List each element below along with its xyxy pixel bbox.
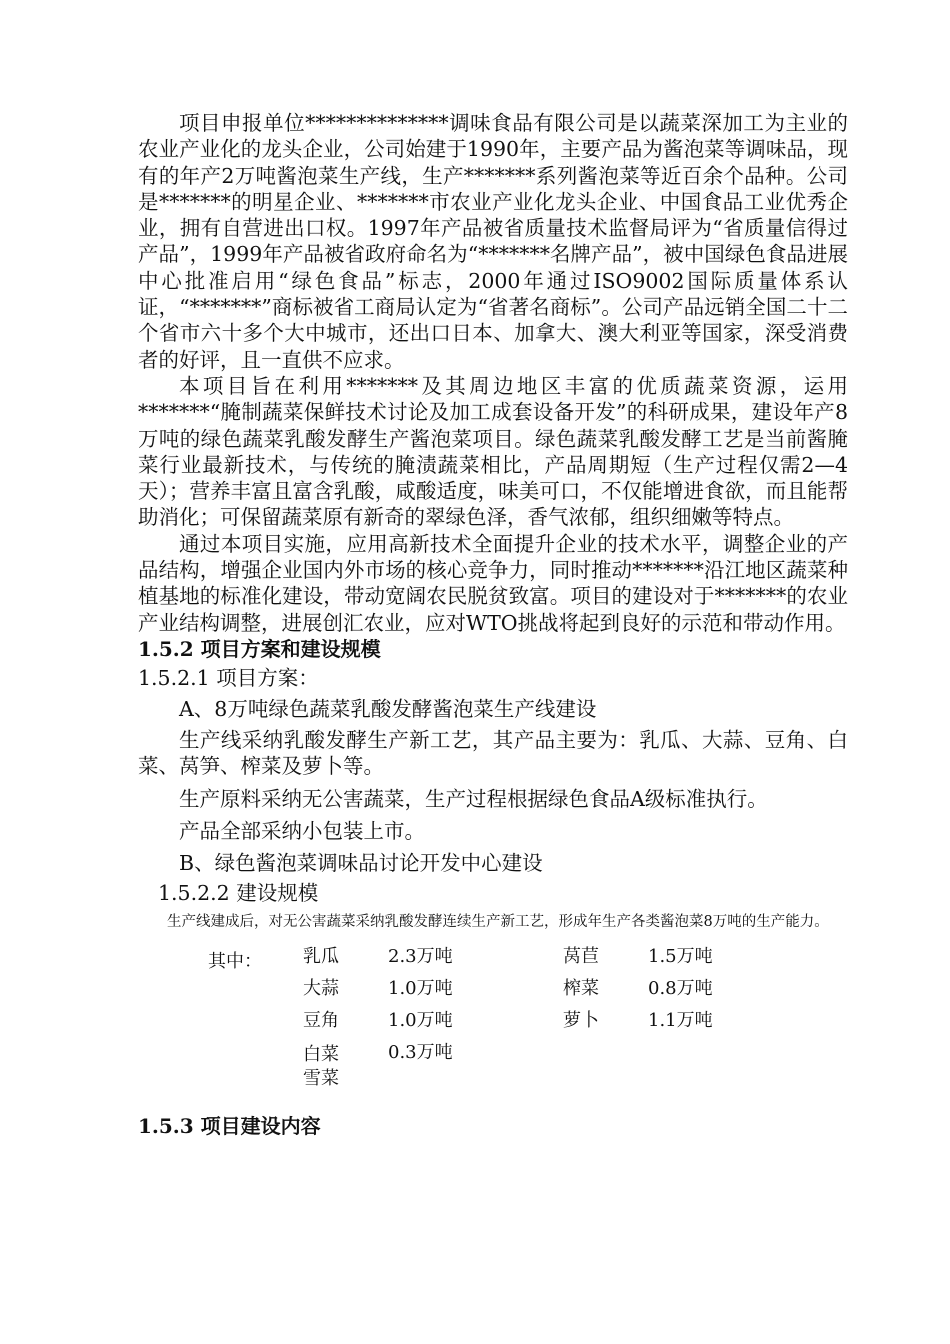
paragraph-company-intro: 项目申报单位**************调味食品有限公司是以蔬菜深加工为主业的农业产业化的龙头企业，公司始建于1990年，主要产品为酱泡菜等调味品，现有的年产2万吨酱泡菜生产线，生产*******系列酱泡菜等近百余个品种。公司是*******的明星企业、*******市农业产业化龙头企业、中国食品工业优秀企业，拥有自营进出口权。1997年产品被省质量技术监督局评为“省质量信得过产品”，1999年产品被省政府命名为“*******名牌产品”，被中国绿色食品进展中心批准启用“绿色食品”标志，2000年通过ISO9002国际质量体系认证，“*******”商标被省工商局认定为“省著名商标”。公司产品远销全国二十二个省市六十多个大中城市，还出口日本、加拿大、澳大利亚等国家，深受消费者的好评，且一直供不应求。: [138, 111, 848, 372]
crop-name: 大蒜: [303, 977, 339, 999]
subheading-1-5-2-2: 1.5.2.2 建设规模: [158, 880, 319, 905]
crop-name: 豆角: [303, 1009, 339, 1031]
crops-label: 其中：: [208, 950, 262, 972]
crop-amount: 1.1万吨: [648, 1009, 713, 1031]
paragraph-project-impact: 通过本项目实施，应用高新技术全面提升企业的技术水平，调整企业的产品结构，增强企业国内外市场的核心竞争力，同时推动*******沿江地区蔬菜种植基地的标准化建设，带动宽阔农民脱贫致富。项目的建设对于*******的农业产业结构调整，进展创汇农业，应对WTO挑战将起到良好的示范和带动作用。: [138, 531, 848, 635]
crop-name: 莴苣: [563, 945, 599, 967]
capacity-paragraph: 生产线建成后，对无公害蔬菜采纳乳酸发酵连续生产新工艺，形成年生产各类酱泡菜8万吨的生产能力。: [167, 913, 829, 930]
subheading-1-5-2-1: 1.5.2.1 项目方案：: [138, 665, 319, 690]
item-b-title: B、绿色酱泡菜调味品讨论开发中心建设: [179, 850, 543, 875]
paragraph-project-aim: 本项目旨在利用*******及其周边地区丰富的优质蔬菜资源，运用*******“腌制蔬菜保鲜技术讨论及加工成套设备开发”的科研成果，建设年产8万吨的绿色蔬菜乳酸发酵生产酱泡菜项目。绿色蔬菜乳酸发酵工艺是当前酱腌菜行业最新技术，与传统的腌渍蔬菜相比，产品周期短（生产过程仅需2—4天）；营养丰富且富含乳酸，咸酸适度，味美可口，不仅能增进食欲，而且能帮助消化；可保留蔬菜原有新奇的翠绿色泽，香气浓郁，组织细嫩等特点。: [138, 373, 848, 530]
crop-breakdown: [138, 947, 848, 1087]
crop-amount: 0.3万吨: [388, 1041, 453, 1063]
document-page: [138, 110, 848, 1139]
section-heading-1-5-2: 1.5.2 项目方案和建设规模: [138, 636, 381, 661]
item-a-products: 生产线采纳乳酸发酵生产新工艺，其产品主要为：乳瓜、大蒜、豆角、白菜、莴笋、榨菜及萝卜等。: [138, 727, 848, 779]
crop-name: 乳瓜: [303, 945, 339, 967]
item-a-title: A、8万吨绿色蔬菜乳酸发酵酱泡菜生产线建设: [179, 696, 597, 721]
crop-name: 白菜雪菜: [303, 1043, 339, 1089]
crop-amount: 1.0万吨: [388, 977, 453, 999]
crop-amount: 1.0万吨: [388, 1009, 453, 1031]
crop-amount: 0.8万吨: [648, 977, 713, 999]
crop-amount: 1.5万吨: [648, 945, 713, 967]
item-a-packaging: 产品全部采纳小包装上市。: [179, 818, 425, 843]
crop-name: 萝卜: [563, 1009, 599, 1031]
section-heading-1-5-3: 1.5.3 项目建设内容: [138, 1113, 321, 1138]
crop-amount: 2.3万吨: [388, 945, 453, 967]
crop-name: 榨菜: [563, 977, 599, 999]
item-a-raw-material: 生产原料采纳无公害蔬菜，生产过程根据绿色食品A级标准执行。: [179, 786, 768, 811]
